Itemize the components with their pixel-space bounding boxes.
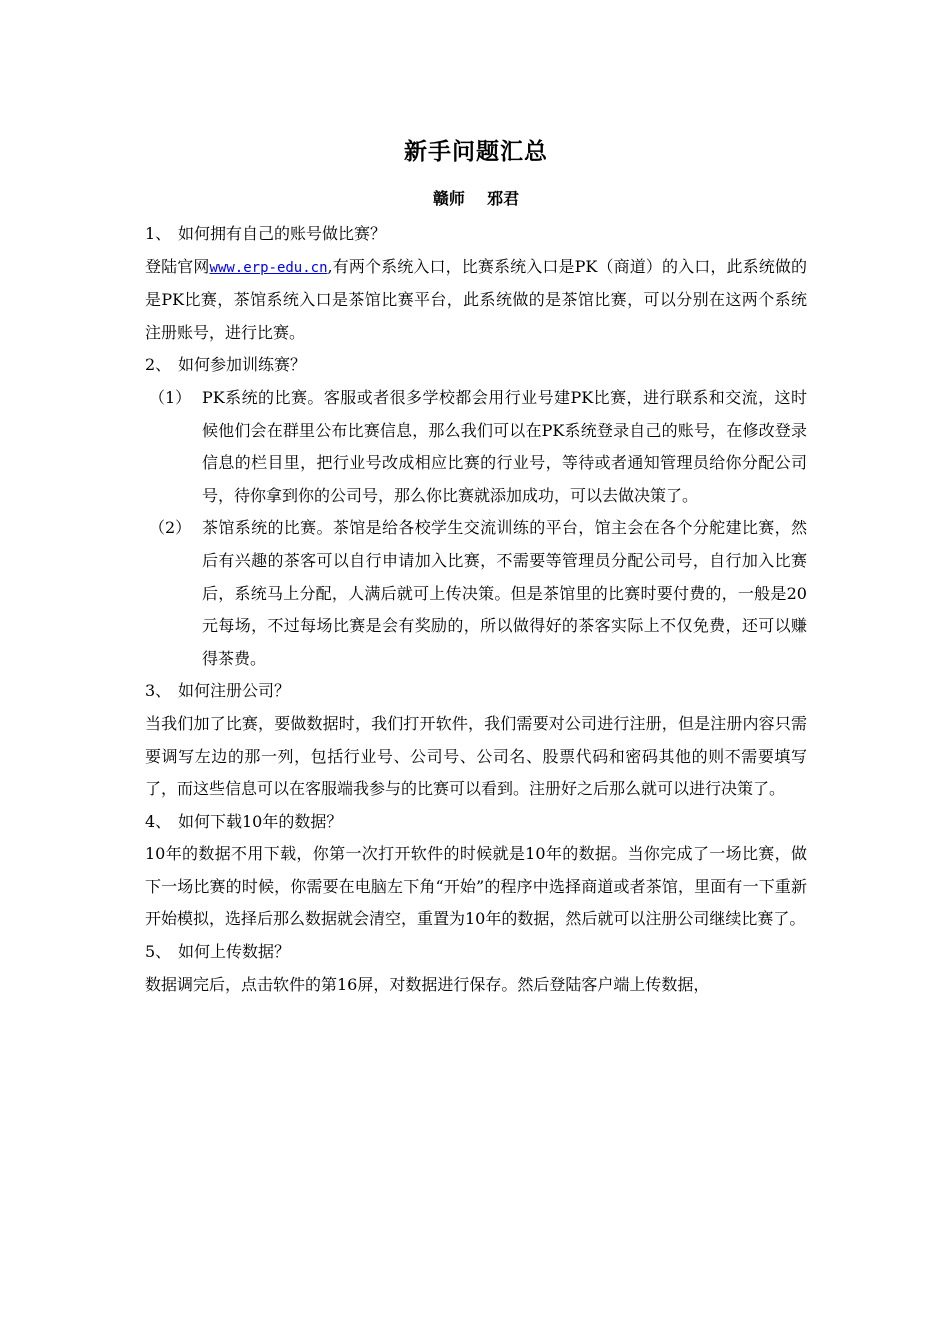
question-number: 4、 (145, 811, 172, 831)
document-author: 赣师 邪君 (432, 189, 520, 208)
answer-1 (145, 251, 807, 350)
answer-text-before-link: 登陆官网 (145, 256, 210, 276)
official-site-link[interactable]: www.erp-edu.cn (209, 259, 328, 276)
answer-5: 数据调完后，点击软件的第16屏，对数据进行保存。然后登陆客户端上传数据， (145, 974, 710, 994)
question-number: 3、 (145, 681, 172, 701)
question-text: 如何参加训练赛？ (178, 355, 307, 375)
question-number: 1、 (145, 224, 172, 243)
question-text: 如何拥有自己的账号做比赛？ (178, 224, 387, 243)
answer-2-item-1 (145, 382, 807, 512)
question-number: 5、 (145, 942, 172, 962)
item-text: PK系统的比赛。客服或者很多学校都会用行业号建PK比赛，进行联系和交流，这时候他们会在群里公布比赛信息，那么我们可以在PK系统登录自己的账号，在修改登录信息的栏目里，把行业号改成相应比赛的行业号，等待或者通知管理员给你分配公司号，待你拿到你的公司号，那么你比赛就添加成功，可以去做决策了。 (202, 387, 807, 505)
question-3 (145, 675, 807, 708)
answer-3: 当我们加了比赛，要做数据时，我们打开软件，我们需要对公司进行注册，但是注册内容只需要调写左边的那一列，包括行业号、公司号、公司名、股票代码和密码其他的则不需要填写了，而这些信息可以在客服端我参与的比赛可以看到。注册好之后那么就可以进行决策了。 (145, 713, 807, 799)
question-4 (145, 806, 807, 839)
answer-2-item-2 (145, 512, 807, 675)
question-1 (145, 218, 807, 251)
document-body (145, 218, 807, 1001)
question-2 (145, 349, 807, 382)
question-text: 如何注册公司？ (178, 681, 291, 701)
question-number: 2、 (145, 355, 172, 375)
question-text: 如何下载10年的数据？ (178, 811, 343, 831)
document-page (145, 132, 807, 1001)
document-title: 新手问题汇总 (404, 139, 548, 165)
item-text: 茶馆系统的比赛。茶馆是给各校学生交流训练的平台，馆主会在各个分舵建比赛，然后有兴趣的茶客可以自行申请加入比赛，不需要等管理员分配公司号，自行加入比赛后，系统马上分配，人满后就可上传决策。但是茶馆里的比赛时要付费的，一般是20元每场，不过每场比赛是会有奖励的，所以做得好的茶客实际上不仅免费，还可以赚得茶费。 (202, 518, 807, 668)
answer-4: 10年的数据不用下载，你第一次打开软件的时候就是10年的数据。当你完成了一场比赛，做下一场比赛的时候，你需要在电脑左下角“开始”的程序中选择商道或者茶馆，里面有一下重新开始模拟，选择后那么数据就会清空，重置为10年的数据，然后就可以注册公司继续比赛了。 (145, 844, 807, 929)
question-5 (145, 936, 807, 969)
item-marker: （2） (149, 518, 192, 538)
question-text: 如何上传数据？ (178, 942, 291, 962)
item-marker: （1） (149, 387, 192, 407)
answer-text-after-link: ,有两个系统入口，比赛系统入口是PK（商道）的入口，此系统做的是PK比赛，茶馆系统入口是茶馆比赛平台，此系统做的是茶馆比赛，可以分别在这两个系统注册账号，进行比赛。 (145, 256, 807, 342)
